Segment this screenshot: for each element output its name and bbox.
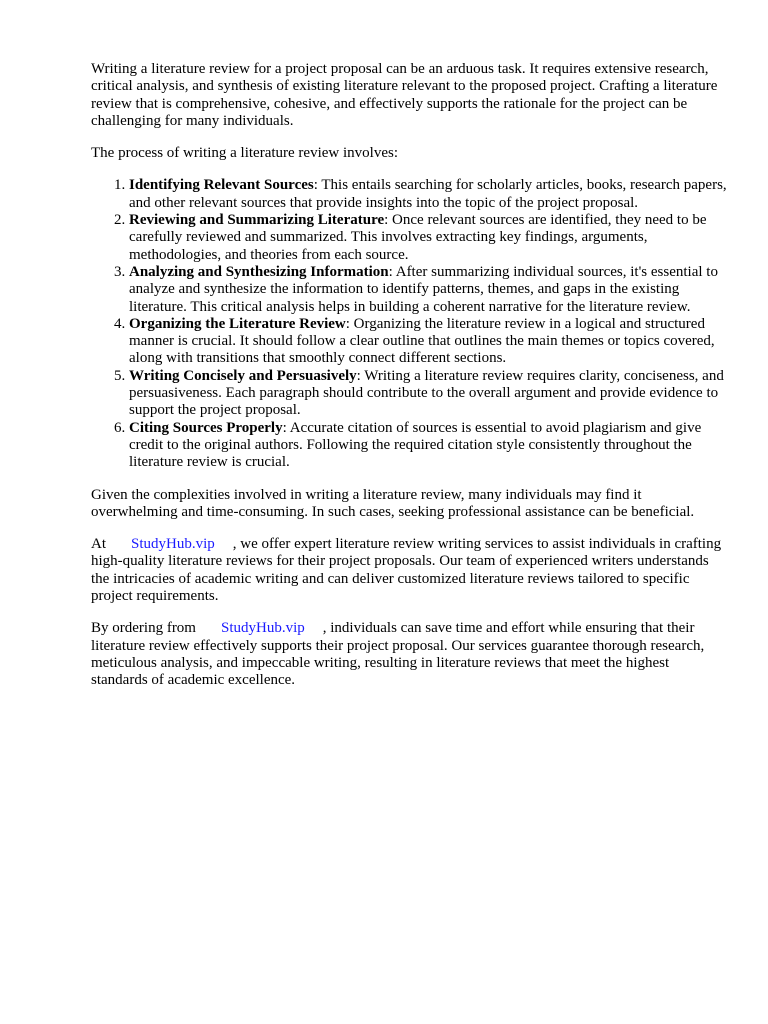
ordering-lead: By ordering from [91,620,196,637]
offer-text: , we offer expert literature review writing services to assist individuals in crafting high-quality literature reviews for their project proposals. Our team of experienced writers understands the intricacies of academic writing and can deliver customized literature reviews tailored to specific project requirements. [91,536,722,605]
list-item [129,212,727,264]
process-steps-list [91,177,727,471]
step-text: : After summarizing individual sources, it's essential to analyze and synthesize the information to identify patterns, themes, and gaps in the existing literature. This critical analysis helps in building a coherent narrative for the literature review. [129,263,718,315]
studyhub-link[interactable]: StudyHub.vip [131,536,215,553]
list-item [129,264,727,316]
offer-paragraph [91,536,727,605]
list-item [129,420,727,472]
step-text: : Writing a literature review requires clarity, conciseness, and persuasiveness. Each paragraph should contribute to the overall argument and provide evidence to support the project proposal. [129,367,724,419]
intro-paragraph: Writing a literature review for a project proposal can be an arduous task. It requires extensive research, critical analysis, and synthesis of existing literature relevant to the proposed project. Crafting a literature review that is comprehensive, cohesive, and effectively supports the rationale for the project can be challenging for many individuals. [91,61,718,129]
process-lead: The process of writing a literature review involves: [91,145,398,162]
list-item [129,316,727,368]
offer-lead: At [91,536,106,553]
ordering-paragraph [91,620,727,689]
ordering-text: , individuals can save time and effort while ensuring that their literature review effectively supports their project proposal. Our services guarantee thorough research, meticulous analysis, and impeccable writing, resulting in literature reviews that meet the highest standards of academic excellence. [91,620,705,689]
step-term: Reviewing and Summarizing Literature [129,212,385,229]
step-text: : This entails searching for scholarly articles, books, research papers, and other relevant sources that provide insights into the topic of the project proposal. [129,177,727,211]
step-text: : Accurate citation of sources is essential to avoid plagiarism and give credit to the original authors. Following the required citation style consistently throughout the literature review is crucial. [129,419,702,471]
step-term: Citing Sources Properly [129,419,283,436]
complexities-paragraph: Given the complexities involved in writing a literature review, many individuals may find it overwhelming and time-consuming. In such cases, seeking professional assistance can be beneficial. [91,486,695,520]
studyhub-link[interactable]: StudyHub.vip [220,620,305,637]
step-text: : Organizing the literature review in a logical and structured manner is crucial. It should follow a clear outline that outlines the main themes or topics covered, along with transitions that smoothly connect different sections. [129,315,715,367]
step-term: Writing Concisely and Persuasively [129,367,357,384]
list-item [129,368,727,420]
document-page [91,61,727,705]
step-term: Organizing the Literature Review [129,315,346,332]
list-item [129,177,727,212]
step-term: Identifying Relevant Sources [129,177,314,194]
step-text: : Once relevant sources are identified, they need to be carefully reviewed and summarized. This involves extracting key findings, arguments, methodologies, and theories from each source. [129,212,707,263]
step-term: Analyzing and Synthesizing Information [129,263,389,280]
